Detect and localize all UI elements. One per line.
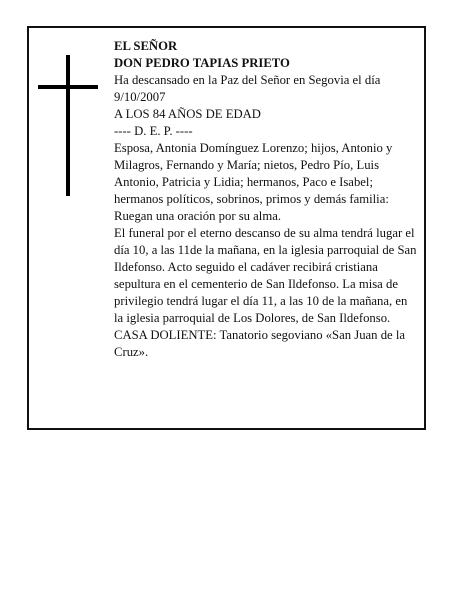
honorific: EL SEÑOR: [114, 39, 178, 53]
family-list: Esposa, Antonia Domínguez Lorenzo; hijos, Antonio y Milagros, Fernando y María; nietos, Pedro Pío, Luis Antonio, Patricia y Lidia; hermanos, Paco e Isabel; hermanos políticos, sobrinos, primos y demás familia: Ruegan una oración por su alma.: [114, 141, 393, 223]
cross-vertical-bar: [66, 55, 70, 196]
deceased-name: DON PEDRO TAPIAS PRIETO: [114, 56, 290, 70]
cross-horizontal-bar: [38, 85, 98, 89]
rip-line: ---- D. E. P. ----: [114, 124, 193, 138]
funeral-details: El funeral por el eterno descanso de su alma tendrá lugar el día 10, a las 11de la mañana, en la iglesia parroquial de San Ildefonso. Acto seguido el cadáver recibirá cristiana sepultura en el cementerio de San Ildefonso. La misa de privilegio tendrá lugar el día 11, a las 10 de la mañana, en la iglesia parroquial de Los Dolores, de San Ildefonso.: [114, 226, 417, 325]
mourning-house: CASA DOLIENTE: Tanatorio segoviano «San Juan de la Cruz».: [114, 328, 405, 359]
death-notice: Ha descansado en la Paz del Señor en Segovia el día 9/10/2007: [114, 73, 381, 104]
age: A LOS 84 AÑOS DE EDAD: [114, 107, 261, 121]
obituary-text: [114, 38, 419, 361]
